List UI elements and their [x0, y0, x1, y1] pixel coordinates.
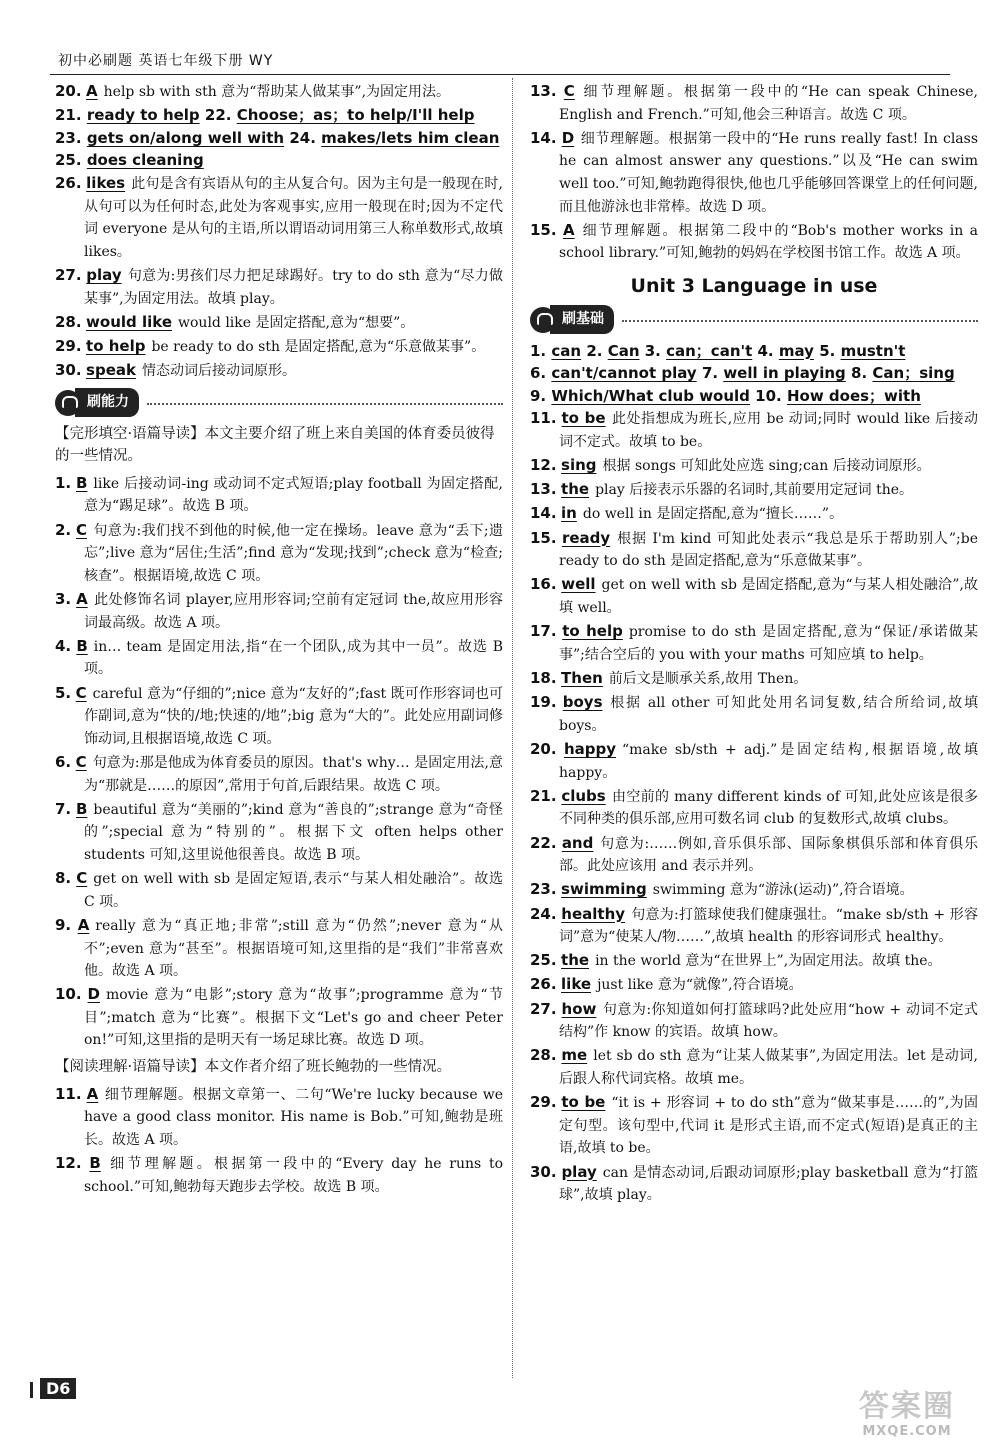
answer-entry — [55, 1083, 503, 1152]
question-number: 4. — [55, 636, 72, 655]
answer-row — [530, 385, 978, 408]
answer-entry — [55, 472, 503, 518]
watermark-logo-text: 答案圈 — [859, 1389, 955, 1424]
section-tag — [530, 306, 978, 334]
explanation-text: “it is + 形容词 + to do sth”意为“做某事是……的”,为固定句型。该句型中,代词 it 是形式主语,而不定式(短语)是真正的主语,故填 to be。 — [559, 1095, 978, 1157]
answer-key: D — [561, 128, 575, 147]
question-number: 29. — [530, 1093, 557, 1112]
explanation-text: swimming 意为“游泳(运动)”,符合语境。 — [652, 882, 914, 899]
answer-key: to help — [562, 622, 623, 641]
answer-key: Can — [607, 341, 640, 360]
answer-key: swimming — [561, 880, 647, 899]
answer-entry — [55, 1152, 503, 1198]
answer-entry — [530, 785, 978, 831]
answer-entry — [55, 914, 503, 983]
answer-key: speak — [86, 361, 136, 380]
section-tag — [55, 389, 503, 417]
explanation-text: get on well with sb 是固定搭配,意为“与某人相处融洽”,故填 well。 — [559, 577, 978, 617]
answer-entry — [530, 1161, 978, 1207]
answer-key: can't/cannot play — [551, 364, 697, 383]
explanation-text: beautiful 意为“美丽的”;kind 意为“善良的”;strange 意为“奇怪的”;special 意为“特别的”。根据下文 often helps other students 可知,这里说他很善良。故选 B 项。 — [84, 801, 504, 863]
answer-entry — [530, 998, 978, 1044]
answer-key: makes/lets him clean — [321, 128, 500, 147]
question-number: 19. — [530, 693, 557, 712]
question-number: 13. — [530, 480, 557, 499]
answer-key: ready — [561, 528, 611, 547]
answer-entry — [530, 502, 978, 526]
answer-entry — [55, 682, 503, 751]
answer-row — [55, 149, 503, 172]
answer-entry — [530, 1091, 978, 1160]
question-number: 26. — [55, 173, 82, 192]
answer-entry — [530, 527, 978, 573]
answer-entry — [530, 691, 978, 737]
question-number: 23. — [530, 880, 557, 899]
watermark — [832, 1390, 982, 1445]
answer-key: A — [86, 82, 98, 100]
answer-entry — [530, 478, 978, 502]
answer-entry — [55, 519, 503, 588]
explanation-text: 细节理解题。根据第一段中的“He runs really fast! In class he can almost answer any questions.”以及“He can swim well too.”可知,鲍勃跑得很快,他也几乎能够回答课堂上的任何问题,而且他游泳也非常棒。故选 D 项。 — [559, 130, 979, 215]
section-tag-rule — [622, 320, 978, 322]
question-number: 1. — [530, 341, 547, 360]
explanation-text: 细节理解题。根据第一段中的“He can speak Chinese, English and French.”可知,他会三种语言。故选 C 项。 — [559, 84, 978, 123]
answer-entry — [530, 573, 978, 619]
answer-row — [55, 104, 503, 127]
answer-key: likes — [86, 173, 126, 192]
question-number: 27. — [530, 999, 557, 1018]
question-number: 3. — [644, 341, 661, 360]
explanation-text: would like 是固定搭配,意为“想要”。 — [178, 314, 415, 331]
answer-entry — [55, 335, 503, 359]
answer-key: play — [86, 265, 122, 284]
answer-key: D — [87, 985, 100, 1004]
explanation-text: 细节理解题。根据文章第一、二句“We're lucky because we have a good class monitor. His name is Bob.”可知,鲍勃是班长。故选 A 项。 — [84, 1086, 503, 1148]
answer-entry — [55, 264, 503, 310]
question-number: 10. — [55, 985, 82, 1004]
answer-entry — [55, 588, 503, 634]
question-number: 6. — [530, 364, 547, 383]
answer-entry — [530, 127, 978, 218]
answer-entry — [530, 878, 978, 902]
question-number: 25. — [530, 951, 557, 970]
answer-key: A — [86, 1084, 99, 1103]
answer-entry — [55, 635, 503, 681]
answer-row — [55, 127, 503, 150]
question-number: 2. — [55, 520, 72, 539]
section-tag-rule — [147, 403, 503, 405]
explanation-text: 此处指想成为班长,应用 be 动词;同时 would like 后接动词不定式。故填 to be。 — [559, 411, 978, 450]
answer-key: A — [76, 590, 88, 609]
column-divider — [512, 78, 513, 1378]
explanation-text: promise to do sth 是固定搭配,意为“保证/承诺做某事”;结合空后的 you with your maths 可知应填 to help。 — [559, 624, 979, 663]
answer-key: mustn't — [840, 341, 906, 360]
answer-key: like — [561, 975, 592, 994]
explanation-text: 句意为:……例如,音乐俱乐部、国际象棋俱乐部和体育俱乐部。此处应该用 and 表示并列。 — [559, 835, 978, 875]
passage-intro: 【阅读理解·语篇导读】本文作者介绍了班长鲍勃的一些情况。 — [55, 1059, 452, 1076]
explanation-text: movie 意为“电影”;story 意为“故事”;programme 意为“节目”;match 意为“比赛”。根据下文“Let's go and cheer Peter on!”可知,这里指的是明天有一场足球比赛。故选 D 项。 — [84, 987, 503, 1049]
explanation-text: “make sb/sth + adj.”是固定结构,根据语境,故填 happy。 — [559, 741, 978, 781]
answer-key: ready to help — [86, 106, 200, 125]
answer-key: gets on/along well with — [86, 128, 285, 147]
passage-intro: 【完形填空·语篇导读】本文主要介绍了班上来自美国的体育委员彼得的一些情况。 — [55, 425, 495, 465]
explanation-text: help sb with sth 意为“帮助某人做某事”,为固定用法。 — [103, 84, 451, 100]
question-number: 13. — [530, 82, 557, 100]
question-number: 24. — [289, 128, 316, 147]
question-number: 5. — [55, 683, 72, 702]
question-number: 29. — [55, 336, 82, 355]
question-number: 22. — [530, 833, 557, 852]
answer-key: me — [561, 1046, 588, 1065]
answer-key: B — [76, 636, 88, 655]
book-icon — [530, 307, 556, 333]
answer-entry — [530, 903, 978, 949]
answer-entry — [530, 407, 978, 453]
answer-key: happy — [563, 739, 616, 758]
question-number: 15. — [530, 528, 557, 547]
answer-entry — [530, 973, 978, 997]
explanation-text: careful 意为“仔细的”;nice 意为“友好的”;fast 既可作形容词也可作副词,意为“快的/地;快速的/地”;big 意为“大的”。此处应用副词修饰动词,且根据语境,故选 C 项。 — [84, 685, 504, 747]
answer-row — [530, 362, 978, 385]
answer-key: How does；with — [786, 386, 921, 405]
explanation-text: can 是情态动词,后跟动词原形;play basketball 意为“打篮球”,故填 play。 — [559, 1164, 979, 1204]
answer-key: well — [561, 575, 596, 594]
answer-entry — [55, 798, 503, 867]
answer-key: A — [563, 220, 575, 239]
answer-entry — [55, 867, 503, 913]
answer-entry — [55, 80, 503, 104]
answer-entry — [55, 311, 503, 335]
question-number: 17. — [530, 622, 557, 641]
question-number: 14. — [530, 128, 557, 147]
answer-entry — [55, 983, 503, 1052]
answer-key: C — [75, 752, 87, 771]
answer-key: how — [561, 999, 597, 1018]
question-number: 1. — [55, 473, 72, 492]
question-number: 12. — [55, 1154, 82, 1173]
question-number: 7. — [55, 799, 72, 818]
answer-key: would like — [86, 312, 173, 331]
explanation-text: 细节理解题。根据第一段中的“Every day he runs to school.”可知,鲍勃每天跑步去学校。故选 B 项。 — [84, 1156, 503, 1195]
explanation-text: 细节理解题。根据第二段中的“Bob's mother works in a school library.”可知,鲍勃的妈妈在学校图书馆工作。故选 A 项。 — [559, 222, 978, 262]
question-number: 7. — [701, 364, 719, 383]
question-number: 30. — [55, 361, 82, 380]
explanation-text: 情态动词后接动词原形。 — [141, 363, 296, 380]
question-number: 10. — [755, 386, 782, 405]
answer-key: may — [778, 341, 814, 360]
question-number: 15. — [530, 220, 557, 239]
question-number: 20. — [530, 739, 557, 758]
explanation-text: get on well with sb 是固定短语,表示“与某人相处融洽”。故选 C 项。 — [84, 871, 504, 910]
page-number: D6 — [30, 1378, 80, 1402]
explanation-text: 根据 I'm kind 可知此处表示“我总是乐于帮助别人”;be ready to do sth 是固定搭配,意为“乐意做某事”。 — [559, 530, 978, 570]
question-number: 20. — [55, 82, 82, 100]
question-number: 2. — [586, 341, 603, 360]
explanation-text: in the world 意为“在世界上”,为固定用法。故填 the。 — [595, 953, 942, 970]
answer-entry — [55, 359, 503, 383]
answer-key: to be — [561, 409, 606, 428]
answer-key: in — [561, 504, 577, 523]
answer-key: Can；sing — [872, 364, 955, 383]
answer-key: Then — [561, 669, 603, 687]
question-number: 14. — [530, 504, 557, 523]
explanation-text: 句意为:男孩们尽力把足球踢好。try to do sth 意为“尽力做某事”,为固定用法。故填 play。 — [84, 267, 503, 307]
answer-key: C — [563, 82, 575, 100]
question-number: 8. — [55, 869, 72, 888]
explanation-text: just like 意为“就像”,符合语境。 — [597, 977, 803, 994]
answer-key: B — [75, 473, 88, 492]
explanation-text: 前后文是顺承关系,故用 Then。 — [608, 671, 808, 687]
explanation-text: really 意为“真正地;非常”;still 意为“仍然”;never 意为“从不”;even 意为“甚至”。根据语境可知,这里指的是“我们”非常喜欢他。故选 A 项。 — [84, 917, 503, 980]
question-number: 22. — [204, 106, 232, 125]
explanation-text: 句意为:那是他成为体育委员的原因。that's why… 是固定用法,意为“那就是……的原因”,常用于句首,后跟结果。故选 C 项。 — [84, 754, 503, 794]
section-tag-label: 刷能力 — [75, 388, 139, 417]
answer-key: sing — [561, 456, 597, 475]
question-number: 24. — [530, 904, 557, 923]
explanation-text: 由空前的 many different kinds of 可知,此处应该是很多不同种类的俱乐部,应用可数名词 club 的复数形式,故填 clubs。 — [559, 788, 978, 828]
explanation-text: 根据 all other 可知此处用名词复数,结合所给词,故填 boys。 — [559, 695, 978, 734]
answer-entry — [55, 751, 503, 797]
answer-key: does cleaning — [86, 151, 204, 170]
question-number: 27. — [55, 265, 82, 284]
answer-key: and — [561, 833, 594, 852]
answer-entry — [530, 738, 978, 784]
question-number: 21. — [530, 786, 557, 805]
answer-key: play — [561, 1162, 597, 1181]
answer-entry — [530, 667, 978, 691]
question-number: 28. — [55, 312, 82, 331]
question-number: 21. — [55, 106, 82, 125]
right-column — [530, 80, 978, 1207]
answer-key: Choose；as；to help/I'll help — [236, 106, 475, 125]
explanation-text: 此句是含有宾语从句的主从复合句。因为主句是一般现在时,从句可以为任何时态,此处为客观事实,应用一般现在时;因为不定代词 everyone 是从句的主语,所以谓语动词用第三人称单数形式,故填 likes。 — [84, 175, 503, 260]
explanation-text: be ready to do sth 是固定搭配,意为“乐意做某事”。 — [151, 338, 486, 355]
explanation-text: 句意为:我们找不到他的时候,他一定在操场。leave 意为“丢下;遗忘”;live 意为“居住;生活”;find 意为“发现;找到”;check 意为“检查;核查”。根据语境,故选 C 项。 — [84, 522, 504, 584]
question-number: 18. — [530, 669, 557, 687]
explanation-text: do well in 是固定搭配,意为“擅长……”。 — [582, 506, 844, 523]
question-number: 5. — [819, 341, 836, 360]
answer-key: the — [561, 480, 590, 499]
answer-row — [530, 340, 978, 363]
answer-key: B — [89, 1154, 101, 1173]
answer-key: C — [75, 683, 87, 702]
question-number: 3. — [55, 590, 72, 609]
explanation-text: 此处修饰名词 player,应用形容词;空前有定冠词 the,故应用形容词最高级。故选 A 项。 — [84, 592, 503, 631]
answer-entry — [530, 454, 978, 478]
answer-key: C — [75, 520, 87, 539]
question-number: 6. — [55, 752, 72, 771]
question-number: 28. — [530, 1046, 557, 1065]
explanation-text: 句意为:打篮球使我们健康强壮。“make sb/sth + 形容词”意为“使某人/物……”,故填 health 的形容词形式 healthy。 — [559, 906, 978, 946]
explanation-text: play 后接表示乐器的名词时,其前要用定冠词 the。 — [595, 482, 914, 499]
page-header: 初中必刷题 英语七年级下册 WY — [58, 53, 274, 69]
answer-key: to help — [86, 336, 146, 355]
question-number: 30. — [530, 1162, 557, 1181]
answer-key: can；can't — [666, 341, 753, 360]
answer-key: well in playing — [723, 364, 846, 383]
question-number: 12. — [530, 456, 557, 475]
answer-key: clubs — [561, 786, 606, 805]
left-column — [55, 80, 503, 1199]
book-icon — [55, 390, 81, 416]
question-number: 8. — [851, 364, 868, 383]
answer-entry — [530, 1044, 978, 1090]
answer-entry — [530, 80, 978, 126]
answer-entry — [530, 620, 978, 666]
answer-entry — [530, 949, 978, 973]
question-number: 11. — [530, 409, 557, 428]
question-number: 4. — [757, 341, 774, 360]
answer-key: the — [561, 951, 590, 970]
question-number: 11. — [55, 1084, 82, 1103]
answer-entry — [530, 219, 978, 265]
question-number: 9. — [530, 386, 547, 405]
answer-key: A — [77, 915, 90, 934]
explanation-text: in… team 是固定用法,指“在一个团队,成为其中一员”。故选 B 项。 — [84, 638, 503, 678]
question-number: 23. — [55, 128, 82, 147]
answer-key: B — [75, 799, 88, 818]
explanation-text: let sb do sth 意为“让某人做某事”,为固定用法。let 是动词,后跟人称代词宾格。故填 me。 — [559, 1048, 979, 1088]
header-rule — [50, 74, 950, 75]
watermark-url: MXQE.COM — [862, 1424, 952, 1439]
section-tag-label: 刷基础 — [550, 305, 614, 334]
question-number: 16. — [530, 575, 557, 594]
explanation-text: 根据 songs 可知此处应选 sing;can 后接动词原形。 — [602, 458, 931, 475]
answer-key: can — [551, 341, 582, 360]
answer-entry — [530, 832, 978, 878]
answer-key: healthy — [561, 904, 626, 923]
explanation-text: like 后接动词-ing 或动词不定式短语;play football 为固定搭配,意为“踢足球”。故选 B 项。 — [84, 475, 503, 515]
answer-key: C — [76, 869, 88, 888]
answer-entry — [55, 172, 503, 263]
question-number: 25. — [55, 151, 82, 170]
unit-title: Unit 3 Language in use — [630, 274, 878, 297]
question-number: 9. — [55, 915, 72, 934]
answer-key: Which/What club would — [551, 386, 750, 405]
explanation-text: 句意为:你知道如何打篮球吗?此处应用“how + 动词不定式结构”作 know 的宾语。故填 how。 — [559, 1001, 978, 1041]
answer-key: to be — [561, 1093, 606, 1112]
answer-key: boys — [562, 693, 603, 712]
question-number: 26. — [530, 975, 557, 994]
